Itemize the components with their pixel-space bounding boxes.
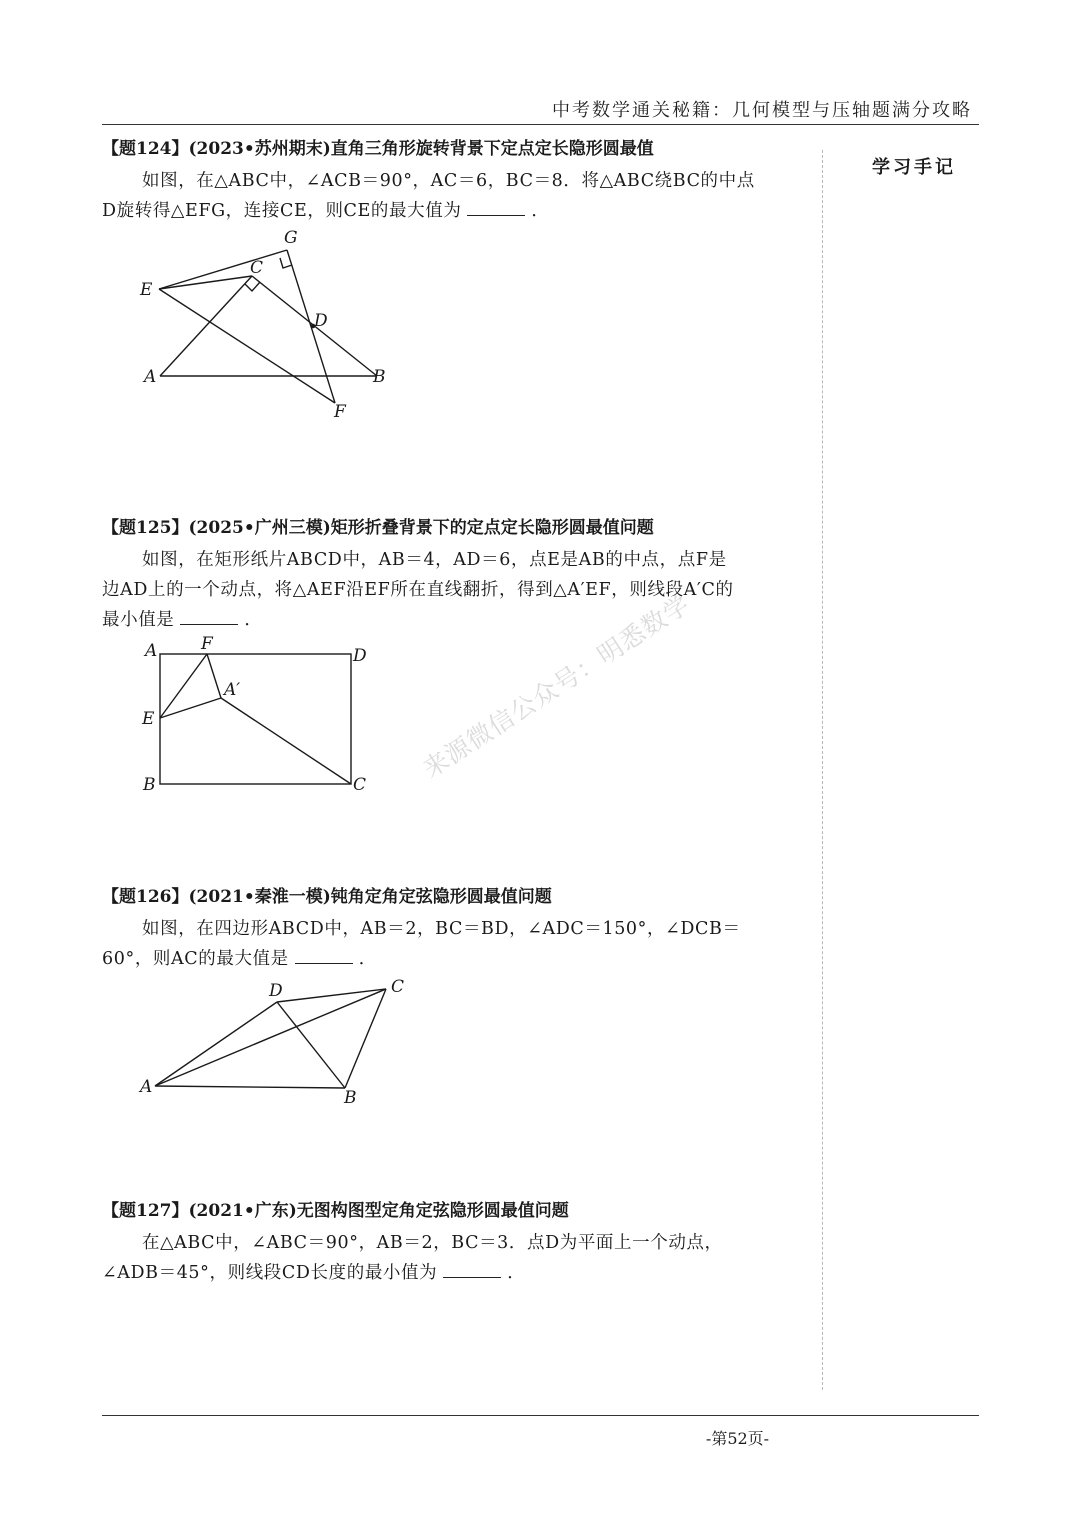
answer-blank[interactable] — [295, 945, 353, 964]
problem-125 — [102, 516, 807, 635]
label-B: B — [344, 1088, 357, 1108]
problem-127-statement — [102, 1228, 807, 1258]
answer-blank[interactable] — [180, 606, 238, 625]
label-A: A — [144, 367, 157, 387]
label-A: A — [145, 641, 158, 661]
document-header-title: 中考数学通关秘籍：几何模型与压轴题满分攻略 — [552, 100, 972, 121]
label-E: E — [140, 280, 153, 300]
problem-label: 【题124】 — [102, 139, 189, 159]
problem-127-title — [102, 1199, 807, 1223]
answer-blank[interactable] — [467, 197, 525, 216]
label-C: C — [391, 977, 405, 997]
problem-127 — [102, 1199, 807, 1288]
watermark-text: 来源微信公众号：明悉数学 — [417, 589, 696, 784]
right-angle-mark-C — [245, 282, 260, 291]
problem-125-statement — [102, 545, 807, 575]
problem-126 — [102, 885, 807, 974]
notes-column-divider — [822, 150, 823, 1390]
problem-label: 【题126】 — [102, 887, 189, 907]
statement-line: 最小值是 — [102, 610, 175, 630]
label-E: E — [142, 709, 155, 729]
statement-end: ． — [244, 610, 263, 630]
footer-rule — [102, 1415, 979, 1416]
statement-end: ． — [507, 1263, 526, 1283]
segment-CE — [159, 276, 252, 289]
statement-line: D旋转得△EFG，连接CE，则CE的最大值为 — [102, 201, 462, 221]
problem-126-title — [102, 885, 807, 909]
label-C: C — [353, 775, 367, 795]
segment-EF — [159, 289, 335, 403]
label-C: C — [250, 258, 264, 278]
label-D: D — [269, 981, 283, 1001]
figure-125 — [135, 632, 385, 802]
problem-125-title — [102, 516, 807, 540]
problem-source: (2021•广东) — [188, 1201, 297, 1221]
segment-AC — [160, 276, 252, 376]
problem-124-title — [102, 137, 807, 161]
statement-end: ． — [358, 949, 377, 969]
label-G: G — [284, 228, 298, 248]
problem-source: (2021•秦淮一模) — [188, 887, 331, 907]
problem-topic: 矩形折叠背景下的定点定长隐形圆最值问题 — [330, 518, 654, 538]
statement-end: ． — [531, 201, 550, 221]
label-F: F — [201, 634, 213, 654]
label-B: B — [143, 775, 156, 795]
figure-124 — [130, 225, 410, 425]
problem-source: (2023•苏州期末) — [188, 139, 331, 159]
problem-topic: 无图构图型定角定弦隐形圆最值问题 — [296, 1201, 569, 1221]
problem-source: (2025•广州三模) — [188, 518, 331, 538]
segment-EG — [159, 250, 287, 289]
label-D: D — [314, 311, 328, 331]
statement-line: 如图，在△ABC中，∠ACB＝90°，AC＝6，BC＝8．将△ABC绕BC的中点 — [142, 171, 755, 191]
problem-label: 【题127】 — [102, 1201, 189, 1221]
statement-line: ∠ADB＝45°，则线段CD长度的最小值为 — [102, 1263, 438, 1283]
problem-125-statement-cont — [102, 575, 807, 605]
statement-line: 60°，则AC的最大值是 — [102, 949, 289, 969]
header-rule — [102, 124, 979, 125]
figure-126 — [135, 972, 425, 1112]
label-D: D — [353, 646, 367, 666]
label-A-prime: A′ — [224, 680, 241, 700]
problem-124-statement — [102, 166, 807, 196]
segment-AB — [155, 1086, 345, 1088]
problem-126-statement — [102, 914, 807, 944]
label-A: A — [140, 1077, 153, 1097]
notes-column-title: 学习手记 — [872, 157, 956, 178]
problem-topic: 直角三角形旋转背景下定点定长隐形圆最值 — [330, 139, 654, 159]
problem-125-statement-end — [102, 605, 807, 635]
problem-topic: 钝角定角定弦隐形圆最值问题 — [330, 887, 552, 907]
page-number: -第52页- — [705, 1429, 770, 1448]
label-B: B — [373, 367, 386, 387]
problem-124 — [102, 137, 807, 226]
segment-DB — [277, 1002, 345, 1088]
problem-127-statement-cont — [102, 1258, 807, 1288]
answer-blank[interactable] — [443, 1259, 501, 1278]
statement-line: 边AD上的一个动点，将△AEF沿EF所在直线翻折，得到△A′EF，则线段A′C的 — [102, 580, 734, 600]
problem-126-statement-cont — [102, 944, 807, 974]
segment-A-prime-C — [221, 698, 351, 784]
statement-line: 在△ABC中，∠ABC＝90°，AB＝2，BC＝3．点D为平面上一个动点， — [142, 1233, 723, 1253]
segment-EF — [160, 654, 207, 718]
label-F: F — [334, 402, 346, 422]
problem-124-statement-cont — [102, 196, 807, 226]
segment-AD — [155, 1002, 277, 1086]
segment-EA-prime — [160, 698, 221, 718]
problem-label: 【题125】 — [102, 518, 189, 538]
statement-line: 如图，在矩形纸片ABCD中，AB＝4，AD＝6，点E是AB的中点，点F是 — [142, 550, 727, 570]
statement-line: 如图，在四边形ABCD中，AB＝2，BC＝BD，∠ADC＝150°，∠DCB＝ — [142, 919, 741, 939]
segment-FA-prime — [207, 654, 221, 698]
